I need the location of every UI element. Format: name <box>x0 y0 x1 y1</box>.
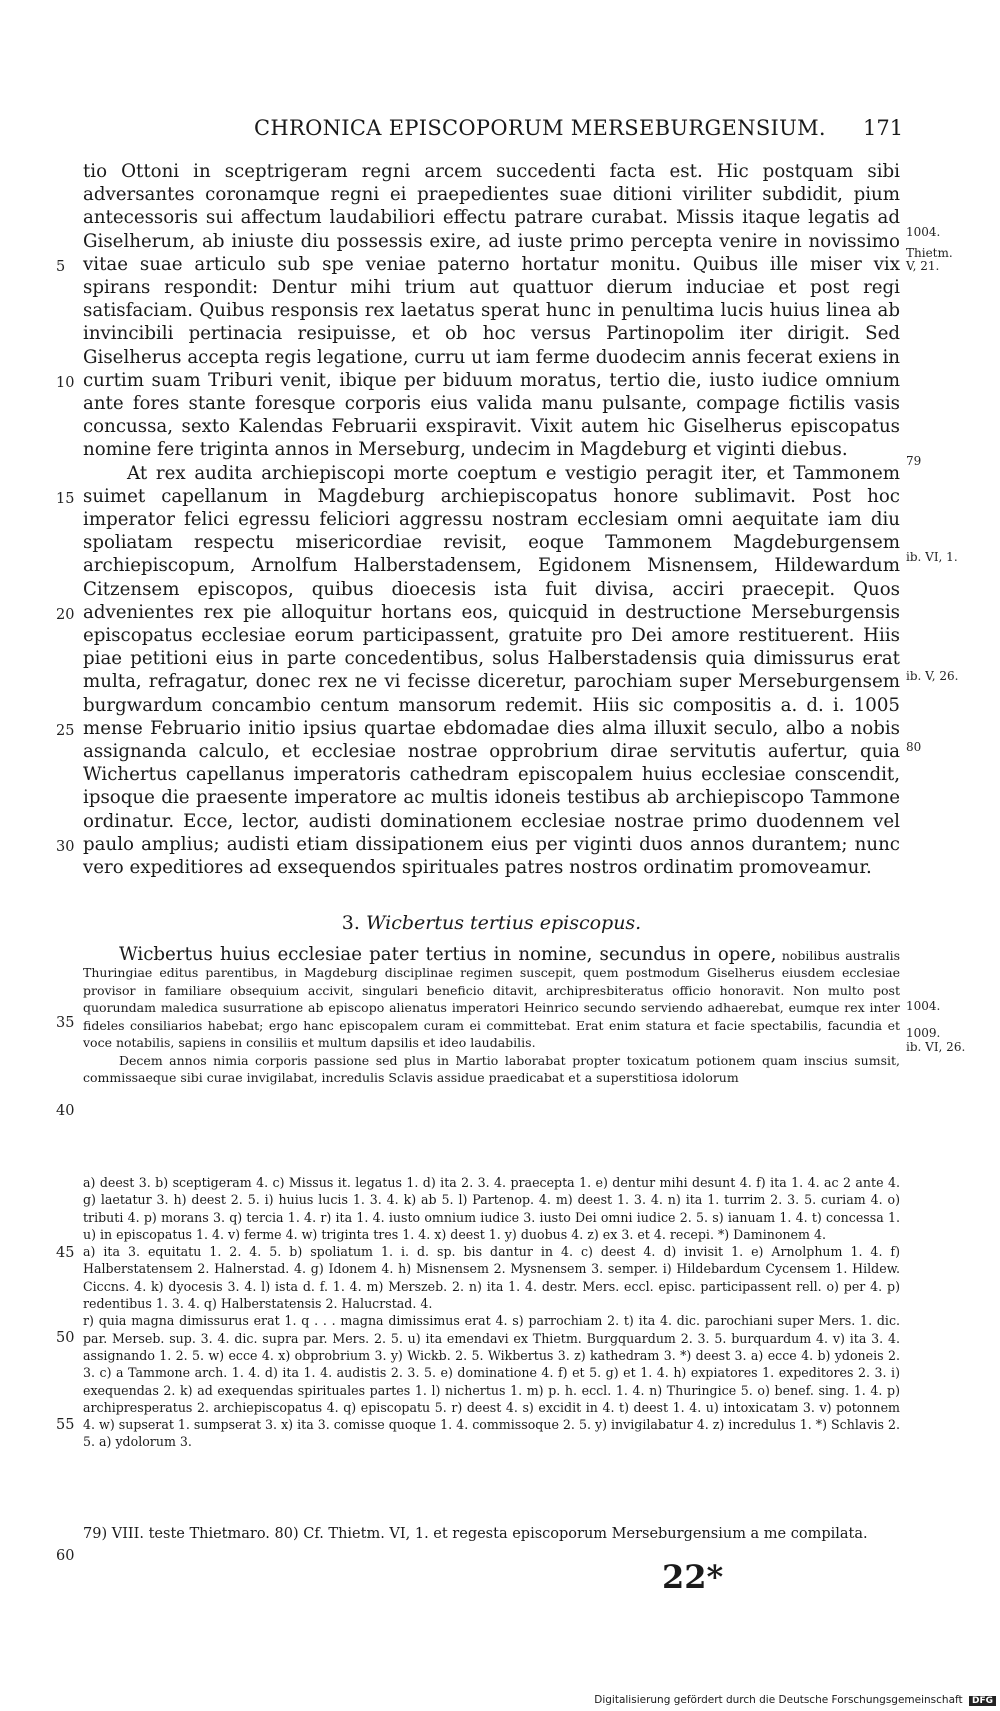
paragraph: Decem annos nimia corporis passione sed plus in Martio laborabat propter toxicatum potionem quam inscius sumsit, commissaeque sibi curae invigilabat, incredulis Sclavis assidue praedicabat et a superstitiosa idolorum <box>83 1052 900 1085</box>
line-number: 40 <box>56 1103 75 1119</box>
running-title: CHRONICA EPISCOPORUM MERSEBURGENSIUM. <box>254 116 826 140</box>
page-header <box>0 116 1000 146</box>
dfg-logo-icon: DFG <box>969 1696 996 1706</box>
footnotes <box>83 1525 900 1544</box>
margin-note: ib. VI, 1. <box>906 550 958 564</box>
line-number: 15 <box>56 491 75 507</box>
margin-note: 80 <box>906 740 922 754</box>
line-number: 5 <box>56 259 66 275</box>
margin-note: Thietm. V, 21. <box>906 246 953 273</box>
margin-note: 1004. <box>906 225 941 239</box>
section-number: 3. <box>341 912 360 935</box>
apparatus-block: a) deest 3. b) sceptigeram 4. c) Missus it. legatus 1. d) ita 2. 3. 4. praecepta 1. e) dentur mihi desunt 4. f) ita 1. 4. ac 2 ante 4. g) laetatur 3. h) deest 2. 5. i) huius lucis 1. 3. 4. k) ab 5. l) Partenop. 4. m) deest 1. 3. 4. n) ita 1. turrim 2. 3. 5. curiam 4. o) tributi 4. p) morans 3. q) tercia 1. 4. r) ita 1. 4. iusto omnium iudice 3. iusto Dei omni iudice 2. 5. s) ianuam 1. 4. t) concessa 1. u) in episcopatus 1. 4. v) ferme 4. w) triginta tres 1. 4. x) deest 1. y) duobus 4. z) ex 3. et 4. recepi. *) Daminonem 4. <box>83 1175 900 1242</box>
line-number: 10 <box>56 375 75 391</box>
line-number: 35 <box>56 1015 75 1031</box>
line-number: 25 <box>56 723 75 739</box>
margin-note: ib. VI, 26. <box>906 1040 966 1054</box>
footer <box>0 1694 996 1706</box>
margin-note: ib. V, 26. <box>906 669 959 683</box>
line-number: 45 <box>56 1245 75 1261</box>
apparatus-block: r) quia magna dimissurus erat 1. q . . . magna dimissimus erat 4. s) parrochiam 2. t) ita 4. dic. parochiani super Mers. 1. dic. par. Merseb. sup. 3. 4. dic. supra par. Mers. 2. 5. u) ita emendavi ex Thietm. Burgquardum 2. 3. 5. burquardum 4. v) ita 3. 4. assignando 1. 2. 5. w) ecce 4. x) obprobrium 3. y) Wickb. 2. 5. Wikbertus 3. z) kathedram 3. *) deest 3. a) ecce 4. b) ydoneis 2. 3. c) a Tammone arch. 1. 4. d) ita 1. 4. audistis 2. 3. 5. e) dominatione 4. f) et 5. g) et 1. 4. h) expiatores 1. expeditores 2. 3. i) exequendas 2. k) ad exequendas spirituales partes 1. l) nichertus 1. m) p. h. eccl. 1. 4. n) Thuringice 5. o) benef. sing. 1. 4. p) archipresperatus 2. archiepiscopatus 4. q) episcopatu 5. r) deest 4. s) excidit in 4. t) deest 1. 4. u) intoxicatam 3. v) potonnem 4. w) supserat 1. sumpserat 3. x) ita 3. comisse quoque 1. 4. commissoque 2. 5. y) invigilabatur 4. z) incredulus 1. *) Schlavis 2. 5. a) ydolorum 3. <box>83 1313 900 1450</box>
paragraph <box>83 943 900 1052</box>
line-number: 60 <box>56 1548 75 1564</box>
signature-mark: 22* <box>662 1558 724 1596</box>
main-text <box>83 160 900 1087</box>
section-title: Wicbertus tertius episcopus. <box>365 912 642 935</box>
footnote: 79) VIII. teste Thietmaro. 80) Cf. Thietm. VI, 1. et regesta episcoporum Merseburgensium a me compilata. <box>83 1526 868 1542</box>
paragraph-opening: Wicbertus huius ecclesiae pater tertius in nomine, secundus in opere, <box>119 943 777 965</box>
line-number: 55 <box>56 1417 75 1433</box>
section-heading <box>83 912 900 935</box>
footer-text: Digitalisierung gefördert durch die Deutsche Forschungsgemeinschaft <box>594 1694 963 1706</box>
page-number: 171 <box>863 116 904 140</box>
paragraph-continuation: nobilibus australis Thuringiae editus parentibus, in Magdeburg disciplinae regimen suscepit, quem postmodum Giselherus eiusdem ecclesiae provisor in familiare obsequium accivit, singulari beneficio ditavit, archipresbiteratus officio honoravit. Non multo post quorundam maledica susurratione ab episcopo alienatus imperatori Heinrico secundo serviendo adhaerebat, eumque rex inter fideles consiliarios habebat; ergo hanc episcopalem curam ei committebat. Erat enim statura et facie spectabilis, facundia et voce notabilis, sapiens in consiliis et multum dapsilis et ideo laudabilis. <box>83 947 900 1050</box>
paragraph: tio Ottoni in sceptrigeram regni arcem succedenti facta est. Hic postquam sibi adversantes coronamque regni ei praepedientes suae ditioni viriliter subdidit, pium antecessoris sui affectum laudabiliori effectu patrare curabat. Missis itaque legatis ad Giselherum, ab iniuste diu possessis exire, ad iuste primo percepta venire in novissimo vitae suae articulo sub spe veniae paterno hortatur monitu. Quibus ille miser vix spirans respondit: Dentur mihi trium aut quattuor dierum induciae et post regi satisfaciam. Quibus responsis rex laetatus sperat hunc in penultima lucis huius linea ab invincibili pertinacia resipuisse, et ob hoc versus Partinopolim iter dirigit. Sed Giselherus accepta regis legatione, curru ut iam ferme duodecim annis fecerat exiens in curtim suam Triburi venit, ibique per biduum moratus, tertio die, iusto iudice omnium ante fores stante foresque corporis eius valida manu pulsante, compage fictilis vasis concussa, sexto Kalendas Februarii exspiravit. Vixit autem hic Giselherus episcopatus nomine fere triginta annos in Merseburg, undecim in Magdeburg et viginti diebus. <box>83 161 900 461</box>
margin-note: 1004. <box>906 999 941 1013</box>
paragraph: At rex audita archiepiscopi morte coeptum e vestigio peragit iter, et Tammonem suimet capellanum in Magdeburg archiepiscopatus honore sublimavit. Post hoc imperator felici egressu feliciori aggressu nostram ecclesiam omni aequitate iam diu spoliatam respectu misericordiae revisit, eoque Tammonem Magdeburgensem archiepiscopum, Arnolfum Halberstadensem, Egidonem Misnensem, Hildewardum Citzensem episcopos, quibus dioecesis ista fuit divisa, acciri praecepit. Quos advenientes rex pie alloquitur hortans eos, quicquid in destructione Merseburgensis episcopatus ecclesiae eorum participassent, gratuite pro Dei amore restituerent. Hiis piae petitioni eius in parte concedentibus, solus Halberstadensis quia dimissurus erat multa, refragatur, donec rex ne vi fecisse diceretur, parochiam super Merseburgensem burgwardum concambio centum mansorum redemit. Hiis sic compositis a. d. i. 1005 mense Februario initio ipsius quartae ebdomadae dies alma illuxit seculo, albo a nobis assignanda calculo, et ecclesiae nostrae opprobrium dirae servitutis aufertur, quia Wichertus capellanus imperatoris cathedram episcopalem huius ecclesiae conscendit, ipsoque die praesente imperatore ac multis idoneis testibus ab archiepiscopo Tammone ordinatur. Ecce, lector, audisti dominationem ecclesiae nostrae primo duodennem vel paulo amplius; audisti etiam dissipationem eius per viginti duos annos durantem; nunc vero expeditiores ad exsequendos spirituales patres nostros ordinatim promoveamur. <box>83 462 900 879</box>
line-number: 20 <box>56 607 75 623</box>
apparatus-block: a) ita 3. equitatu 1. 2. 4. 5. b) spoliatum 1. i. d. sp. bis dantur in 4. c) deest 4. d) invisit 1. e) Arnolphum 1. 4. f) Halberstatensem 2. Halnerstad. 4. g) Idonem 4. h) Misnensem 2. Mysnensem 3. semper. i) Hildebardum Cycensem 1. Hildew. Ciccns. 4. k) dyocesis 3. 4. l) ista d. f. 1. 4. m) Merszeb. 2. n) ita 1. 4. destr. Mers. eccl. episc. participassent rell. o) per 4. p) redentibus 1. 3. 4. q) Halberstatensis 2. Halucrstad. 4. <box>83 1244 900 1312</box>
critical-apparatus <box>83 1174 900 1451</box>
margin-note: 79 <box>906 454 922 468</box>
margin-note: 1009. <box>906 1026 941 1040</box>
line-number: 30 <box>56 839 75 855</box>
line-number: 50 <box>56 1330 75 1346</box>
